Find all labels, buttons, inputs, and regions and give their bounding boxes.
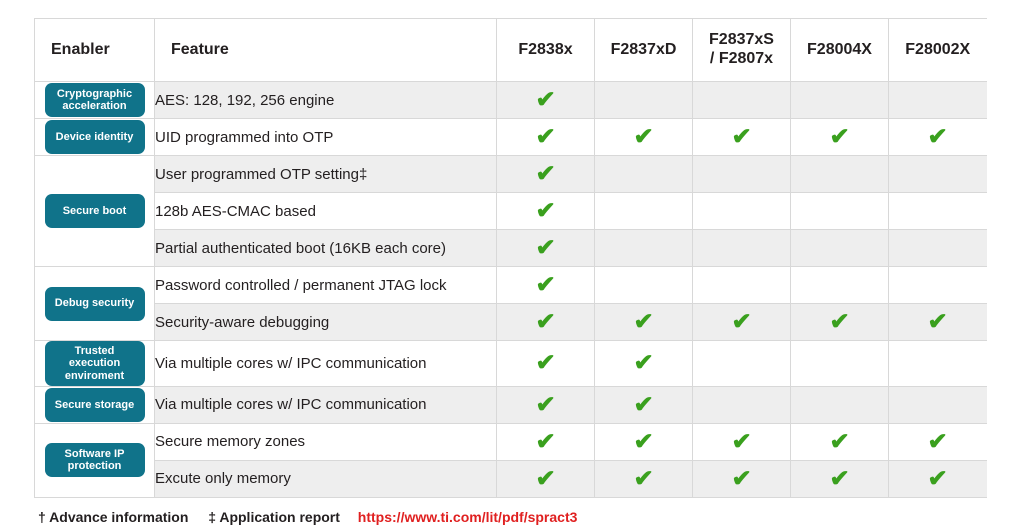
- enabler-badge: Trusted execution enviroment: [45, 341, 145, 386]
- support-cell-f28002x: [889, 267, 987, 304]
- table-row: [35, 341, 987, 387]
- support-cell-f2837xs-f2807x: [693, 304, 791, 341]
- check-icon: ✔: [535, 308, 556, 334]
- support-cell-f28002x: [889, 119, 987, 156]
- feature-label: Excute only memory: [155, 460, 497, 497]
- enabler-badge: Secure boot: [45, 194, 145, 228]
- check-icon: ✔: [535, 197, 556, 223]
- feature-label: Partial authenticated boot (16KB each core): [155, 230, 497, 267]
- check-icon: ✔: [731, 464, 752, 491]
- feature-label: Via multiple cores w/ IPC communication: [155, 341, 497, 387]
- enabler-badge: Cryptographic acceleration: [45, 83, 145, 117]
- column-header-enabler: Enabler: [35, 19, 155, 82]
- support-cell-f28002x: [889, 304, 987, 341]
- enabler-cell-debug-security: [35, 267, 155, 341]
- support-cell-f2838x: [497, 460, 595, 497]
- check-icon: ✔: [829, 464, 850, 491]
- check-icon: ✔: [535, 427, 556, 454]
- table-row: [35, 386, 987, 423]
- security-feature-matrix-table: [34, 18, 987, 498]
- column-header-f28004x: F28004X: [791, 19, 889, 82]
- support-cell-f2837xs-f2807x: [693, 341, 791, 387]
- support-cell-f2837xs-f2807x: [693, 386, 791, 423]
- support-cell-f2838x: [497, 267, 595, 304]
- support-cell-f28002x: [889, 230, 987, 267]
- footnote: [34, 509, 986, 525]
- check-icon: ✔: [633, 308, 654, 334]
- column-header-feature: Feature: [155, 19, 497, 82]
- enabler-cell-secure-storage: [35, 386, 155, 423]
- support-cell-f2837xs-f2807x: [693, 230, 791, 267]
- support-cell-f2838x: [497, 82, 595, 119]
- table-row: [35, 193, 987, 230]
- feature-label: Secure memory zones: [155, 423, 497, 460]
- check-icon: ✔: [535, 349, 556, 376]
- support-cell-f28002x: [889, 460, 987, 497]
- check-icon: ✔: [633, 427, 654, 454]
- support-cell-f2838x: [497, 119, 595, 156]
- enabler-badge: Software IP protection: [45, 443, 145, 477]
- check-icon: ✔: [633, 390, 654, 417]
- check-icon: ✔: [633, 464, 654, 491]
- check-icon: ✔: [829, 308, 850, 334]
- support-cell-f2837xs-f2807x: [693, 423, 791, 460]
- support-cell-f28002x: [889, 386, 987, 423]
- check-icon: ✔: [829, 123, 850, 149]
- support-cell-f2837xd: [595, 460, 693, 497]
- support-cell-f28004x: [791, 119, 889, 156]
- support-cell-f2837xs-f2807x: [693, 267, 791, 304]
- support-cell-f2837xs-f2807x: [693, 156, 791, 193]
- support-cell-f28004x: [791, 156, 889, 193]
- check-icon: ✔: [535, 160, 556, 186]
- support-cell-f28002x: [889, 82, 987, 119]
- enabler-cell-secure-boot: [35, 156, 155, 267]
- application-report-link[interactable]: https://www.ti.com/lit/pdf/spract3: [357, 508, 578, 525]
- support-cell-f28002x: [889, 193, 987, 230]
- support-cell-f2838x: [497, 193, 595, 230]
- support-cell-f2838x: [497, 386, 595, 423]
- support-cell-f2837xd: [595, 193, 693, 230]
- table-row: [35, 304, 987, 341]
- support-cell-f2837xd: [595, 423, 693, 460]
- support-cell-f28004x: [791, 230, 889, 267]
- support-cell-f2837xd: [595, 304, 693, 341]
- support-cell-f28004x: [791, 386, 889, 423]
- table-row: [35, 119, 987, 156]
- enabler-cell-cryptographic-acceleration: [35, 82, 155, 119]
- support-cell-f2837xs-f2807x: [693, 82, 791, 119]
- check-icon: ✔: [731, 123, 752, 149]
- feature-label: Security-aware debugging: [155, 304, 497, 341]
- enabler-cell-device-identity: [35, 119, 155, 156]
- column-header-f2837xs-f2807x: [693, 19, 791, 82]
- table-row: [35, 82, 987, 119]
- footnote-application-report: ‡ Application report: [208, 508, 340, 525]
- feature-label: AES: 128, 192, 256 engine: [155, 82, 497, 119]
- check-icon: ✔: [535, 464, 556, 491]
- feature-label: UID programmed into OTP: [155, 119, 497, 156]
- support-cell-f2838x: [497, 156, 595, 193]
- column-header-line-1: F2837xS: [709, 31, 774, 49]
- check-icon: ✔: [731, 427, 752, 454]
- support-cell-f2837xd: [595, 82, 693, 119]
- footnote-advance-information: † Advance information: [38, 508, 189, 525]
- check-icon: ✔: [535, 390, 556, 417]
- support-cell-f2837xs-f2807x: [693, 193, 791, 230]
- table-body: [35, 82, 987, 498]
- check-icon: ✔: [927, 308, 948, 334]
- support-cell-f28002x: [889, 423, 987, 460]
- table-row: [35, 423, 987, 460]
- check-icon: ✔: [535, 123, 556, 149]
- support-cell-f2837xd: [595, 230, 693, 267]
- support-cell-f28002x: [889, 156, 987, 193]
- enabler-badge: Secure storage: [45, 388, 145, 422]
- table-row: [35, 156, 987, 193]
- feature-label: Password controlled / permanent JTAG lock: [155, 267, 497, 304]
- table-row: [35, 230, 987, 267]
- column-header-f28002x: F28002X: [889, 19, 987, 82]
- support-cell-f2838x: [497, 230, 595, 267]
- support-cell-f2838x: [497, 423, 595, 460]
- support-cell-f2837xd: [595, 119, 693, 156]
- enabler-badge: Debug security: [45, 287, 145, 321]
- table-row: [35, 267, 987, 304]
- check-icon: ✔: [829, 427, 850, 454]
- table-row: [35, 460, 987, 497]
- column-header-f2838x: F2838x: [497, 19, 595, 82]
- check-icon: ✔: [731, 308, 752, 334]
- table-header: [35, 19, 987, 82]
- support-cell-f2838x: [497, 304, 595, 341]
- check-icon: ✔: [535, 234, 556, 260]
- support-cell-f2838x: [497, 341, 595, 387]
- check-icon: ✔: [633, 349, 654, 376]
- support-cell-f28004x: [791, 341, 889, 387]
- support-cell-f2837xd: [595, 267, 693, 304]
- check-icon: ✔: [927, 123, 948, 149]
- check-icon: ✔: [927, 427, 948, 454]
- check-icon: ✔: [927, 464, 948, 491]
- support-cell-f28004x: [791, 423, 889, 460]
- support-cell-f28002x: [889, 341, 987, 387]
- support-cell-f28004x: [791, 267, 889, 304]
- header-row: [35, 19, 987, 82]
- enabler-badge: Device identity: [45, 120, 145, 154]
- support-cell-f2837xs-f2807x: [693, 460, 791, 497]
- support-cell-f2837xd: [595, 386, 693, 423]
- enabler-cell-trusted-execution-environment: [35, 341, 155, 387]
- check-icon: ✔: [535, 86, 556, 112]
- check-icon: ✔: [633, 123, 654, 149]
- support-cell-f28004x: [791, 82, 889, 119]
- feature-label: Via multiple cores w/ IPC communication: [155, 386, 497, 423]
- support-cell-f2837xd: [595, 341, 693, 387]
- enabler-cell-software-ip-protection: [35, 423, 155, 497]
- support-cell-f28004x: [791, 460, 889, 497]
- support-cell-f2837xs-f2807x: [693, 119, 791, 156]
- support-cell-f2837xd: [595, 156, 693, 193]
- support-cell-f28004x: [791, 193, 889, 230]
- support-cell-f28004x: [791, 304, 889, 341]
- check-icon: ✔: [535, 271, 556, 297]
- feature-label: User programmed OTP setting‡: [155, 156, 497, 193]
- column-header-line-2: / F2807x: [709, 50, 774, 67]
- column-header-f2837xd: F2837xD: [595, 19, 693, 82]
- feature-label: 128b AES-CMAC based: [155, 193, 497, 230]
